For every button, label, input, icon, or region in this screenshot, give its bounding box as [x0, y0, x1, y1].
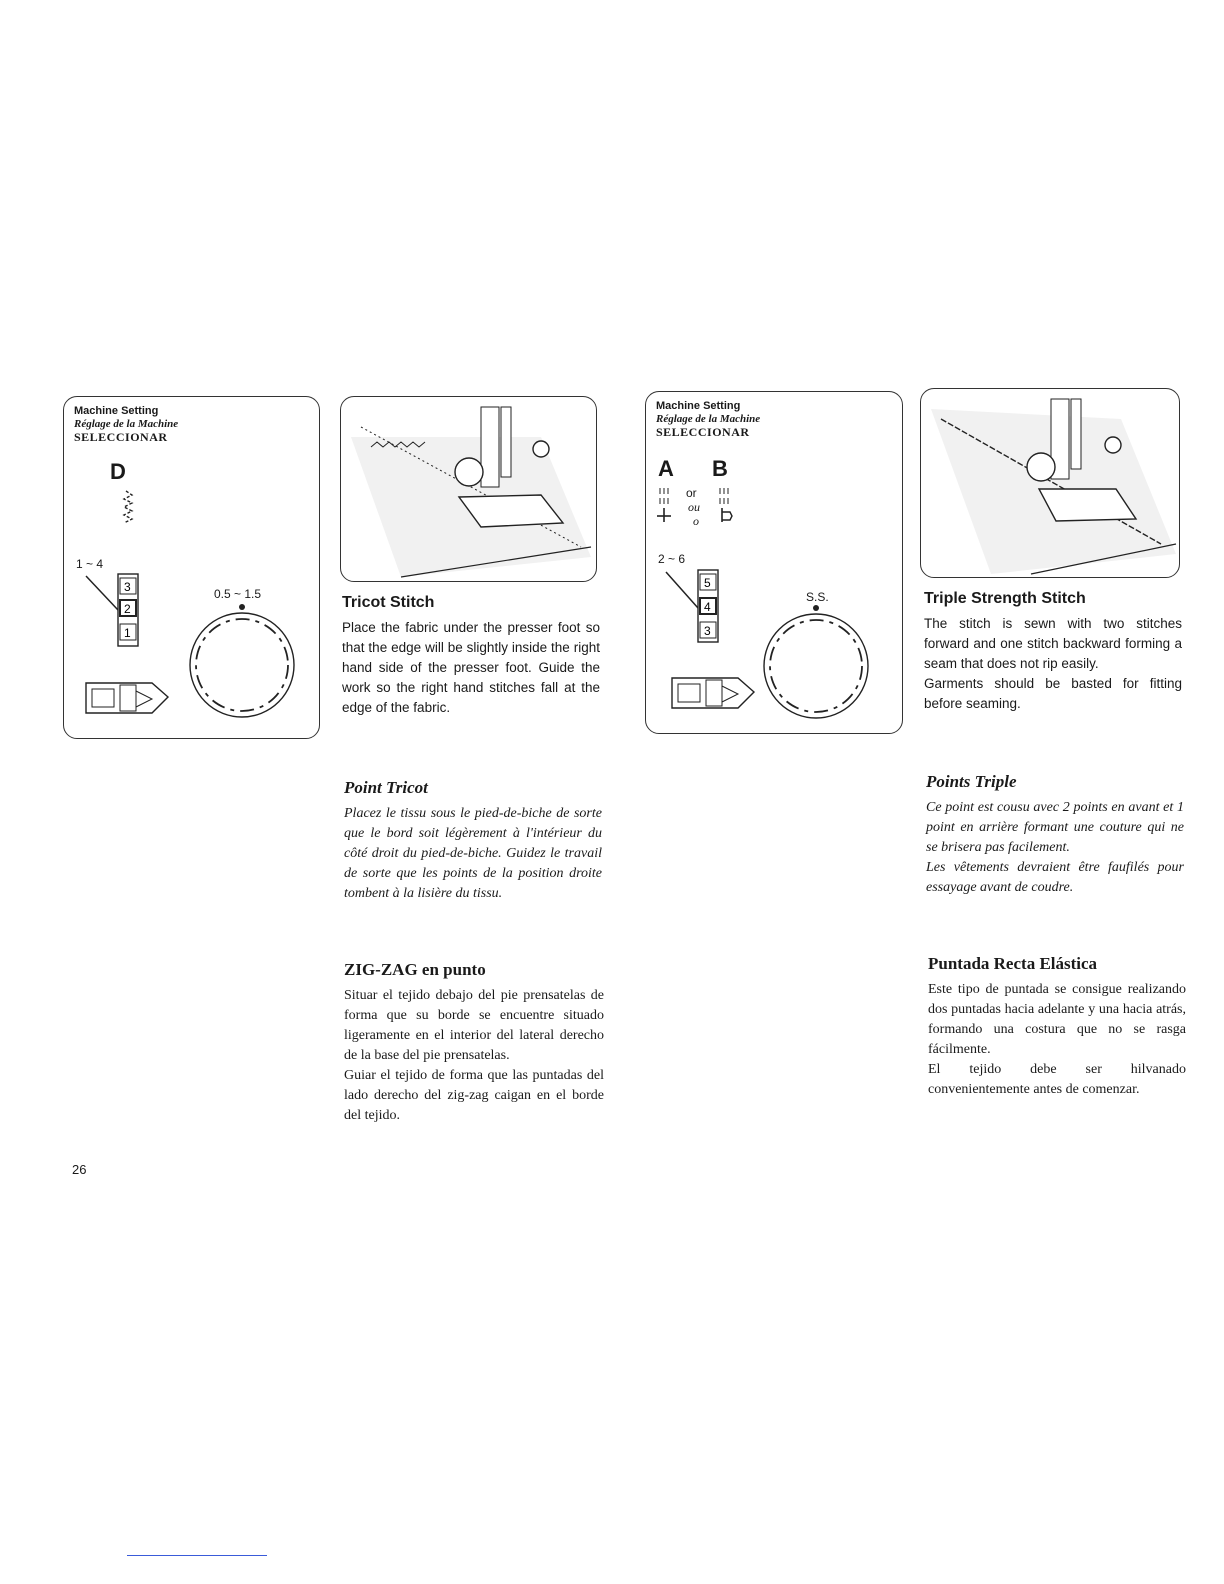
- tricot-title-en: Tricot Stitch: [342, 594, 435, 611]
- machine-setting-es-2: SELECCIONAR: [656, 425, 750, 439]
- sewing-machine-foot-illustration-2: [921, 389, 1181, 579]
- triple-title-es: Puntada Recta Elástica: [928, 954, 1098, 973]
- tricot-body-es-2: Guiar el tejido de forma que las puntadas del lado derecho del zig-zag caigan en el borde del tejido.: [344, 1068, 604, 1123]
- length-dial-number-4: 4: [704, 600, 711, 614]
- stitch-width-dial-icon: [186, 603, 306, 723]
- triple-body-en-1: The stitch is sewn with two stitches forward and one stitch backward forming a seam that does not rip easily.: [924, 616, 1182, 671]
- triple-stitch-icon-a: [656, 486, 676, 526]
- tricot-english-section: [342, 594, 600, 718]
- triple-illustration-panel: [920, 388, 1180, 578]
- triple-body-es-1: Este tipo de puntada se consigue realizando dos puntadas hacia adelante y una hacia atrás, formando una costura que no se rasga fácilmente.: [928, 982, 1186, 1057]
- stitch-width-dial-icon-2: [760, 604, 880, 724]
- sewing-machine-foot-illustration: [341, 397, 598, 583]
- machine-setting-es: SELECCIONAR: [74, 430, 168, 444]
- length-dial-number-5: 5: [704, 576, 711, 590]
- tricot-body-en: Place the fabric under the presser foot so that the edge will be slightly inside the right hand side of the presser foot. Guide the work so the right hand stitches fall at the edge of the fabric.: [342, 620, 600, 715]
- tricot-title-es: ZIG-ZAG en punto: [344, 960, 486, 979]
- machine-setting-en: Machine Setting: [74, 405, 159, 417]
- width-label-ss: S.S.: [806, 590, 829, 604]
- pattern-letter: D: [110, 459, 126, 484]
- machine-setting-fr-2: Réglage de la Machine: [656, 413, 761, 425]
- triple-title-en: Triple Strength Stitch: [924, 590, 1086, 607]
- triple-french-section: [926, 772, 1184, 898]
- machine-setting-heading-2: [656, 400, 760, 439]
- machine-setting-fr: Réglage de la Machine: [74, 418, 179, 430]
- machine-setting-heading: [74, 405, 178, 444]
- tricot-body-fr: Placez le tissu sous le pied-de-biche de sorte que le bord soit légèrement à l'intérieur du côté droit du pied-de-biche. Guidez le travail de sorte que les points de la position droite tombent à la lisière du tissu.: [344, 806, 602, 901]
- presser-foot-icon: [82, 677, 172, 727]
- length-range-2: 2 ~ 6: [658, 552, 686, 566]
- stitch-length-dial-icon: [82, 572, 142, 662]
- pattern-letter-a: A: [658, 456, 674, 481]
- triple-body-fr-1: Ce point est cousu avec 2 points en avant et 1 point en arrière formant une couture qui ne se brisera pas facilement.: [926, 800, 1184, 855]
- stitch-length-dial-icon-2: [662, 568, 722, 658]
- or-en: or: [686, 486, 697, 500]
- tricot-title-fr: Point Tricot: [344, 778, 428, 797]
- tricot-body-es-1: Situar el tejido debajo del pie prensatelas de forma que su borde se encuentre situado ligeramente en el interior del lateral derecho de la base del pie prensatelas.: [344, 988, 604, 1063]
- length-dial-number-2: 2: [124, 602, 131, 616]
- machine-setting-panel-triple: [645, 391, 903, 734]
- triple-body-fr-2: Les vêtements devraient être faufilés pour essayage avant de coudre.: [926, 860, 1184, 895]
- length-dial-number-3: 3: [124, 580, 131, 594]
- presser-foot-icon-2: [668, 672, 758, 722]
- triple-stitch-icon-b: [716, 486, 736, 526]
- pattern-letter-b: B: [712, 456, 728, 481]
- tricot-stitch-icon: [112, 489, 142, 529]
- triple-body-en-2: Garments should be basted for fitting before seaming.: [924, 676, 1182, 711]
- or-fr: ou: [688, 500, 700, 514]
- tricot-spanish-section: [344, 960, 604, 1126]
- tricot-illustration-panel: [340, 396, 597, 582]
- length-dial-number-3b: 3: [704, 624, 711, 638]
- machine-setting-en-2: Machine Setting: [656, 400, 741, 412]
- length-range: 1 ~ 4: [76, 557, 104, 571]
- triple-english-section: [924, 590, 1182, 714]
- tricot-french-section: [344, 778, 602, 904]
- machine-setting-panel-tricot: [63, 396, 320, 739]
- page-number: 26: [72, 1162, 87, 1177]
- or-es: o: [693, 514, 699, 528]
- triple-body-es-2: El tejido debe ser hilvanado convenientemente antes de comenzar.: [928, 1062, 1186, 1097]
- triple-title-fr: Points Triple: [926, 772, 1017, 791]
- width-range: 0.5 ~ 1.5: [214, 587, 262, 601]
- length-dial-number-1: 1: [124, 626, 131, 640]
- triple-spanish-section: [928, 954, 1186, 1100]
- footer-rule: [127, 1555, 267, 1556]
